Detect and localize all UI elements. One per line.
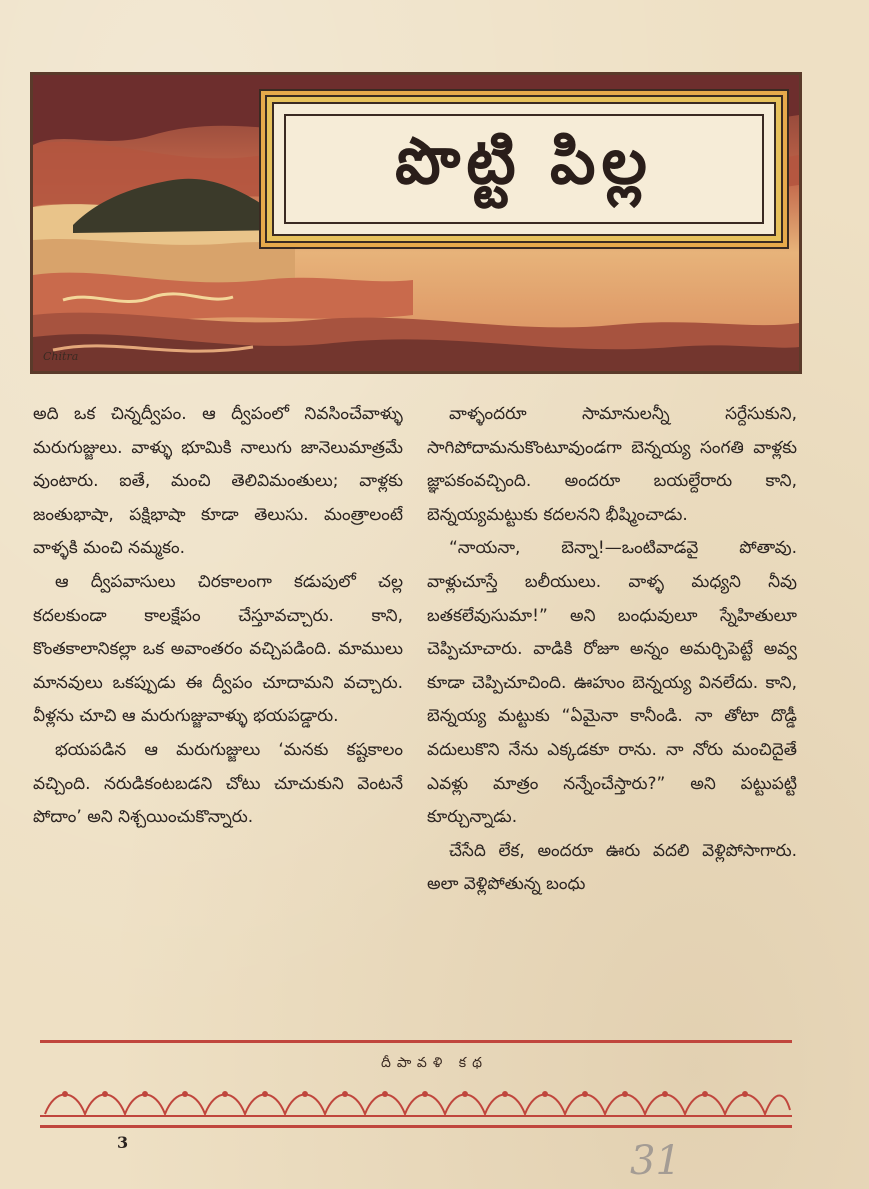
left-column [33, 398, 403, 835]
pencil-annotation: 31 [630, 1138, 681, 1184]
right-column [427, 398, 797, 902]
paragraph: అది ఒక చిన్నద్వీపం. ఆ ద్వీపంలో నివసించేవాళ్ళు మరుగుజ్జులు. వాళ్ళు భూమికి నాలుగు జానెలుమాత్రమే వుంటారు. ఐతే, మంచి తెలివిమంతులు; వాళ్లకు జంతుభాషా, పక్షిభాషా కూడా తెలుసు. మంత్రాలంటే వాళ్ళకి మంచి నమ్మకం. [33, 404, 403, 559]
paragraph: చేసేది లేక, అందరూ ఊరు వదలి వెళ్లిపోసాగారు. అలా వెళ్లిపోతున్న బంధు [427, 840, 797, 895]
paragraph: “నాయనా, బెన్నా!—ఒంటివాడవై పోతావు. వాళ్లుచూస్తే బలీయులు. వాళ్ళ మధ్యని నీవు బతకలేవుసుమా!” అని బంధువులూ స్నేహితులూ చెప్పిచూచారు. వాడికి రోజూ అన్నం అమర్చిపెట్టే అవ్వ కూడా చెప్పిచూచింది. ఊహుం బెన్నయ్య వినలేదు. కాని, బెన్నయ్య మట్టుకు “ఏమైనా కానీండి. నా తోటా దొడ్డీ వదులుకొని నేను ఎక్కడకూ రాను. నా నోరు మంచిదైతే ఎవళ్లు మాత్రం నన్నేంచేస్తారు?” అని పట్టుపట్టి కూర్చున్నాడు. [427, 538, 797, 828]
paragraph: ఆ ద్వీపవాసులు చిరకాలంగా కడుపులో చల్ల కదలకుండా కాలక్షేపం చేస్తూవచ్చారు. కాని, కొంతకాలానికల్లా ఒక అవాంతరం వచ్చిపడింది. మాములు మానవులు ఒకప్పుడు ఈ ద్వీపం చూదామని వచ్చారు. వీళ్లను చూచి ఆ మరుగుజ్జువాళ్ళు భయపడ్డారు. [33, 571, 403, 727]
story-title: పొట్టి పిల్ల [395, 124, 653, 199]
artist-signature: Chitra [43, 350, 79, 363]
footer-divider [40, 1040, 792, 1043]
title-frame [272, 102, 776, 236]
paragraph: భయపడిన ఆ మరుగుజ్జులు ‘మనకు కష్టకాలం వచ్చింది. నరుడికంటబడని చోటు చూచుకుని వెంటనే పోదాం’ అని నిశ్చయించుకొన్నారు. [33, 739, 403, 828]
magazine-title: దీపావళి కథ [381, 1055, 488, 1071]
page-number: 3 [117, 1133, 129, 1152]
footer-bottom-rule [40, 1125, 792, 1128]
paragraph: వాళ్ళందరూ సామానులన్నీ సర్దేసుకుని, సాగిపోదామనుకొంటూవుండగా బెన్నయ్య సంగతి వాళ్లకు జ్ఞాపకంవచ్చింది. అందరూ బయల్దేరారు కాని, బెన్నయ్యమట్టుకు కదలనని భీష్మించాడు. [427, 404, 797, 525]
decorative-border-ornament [40, 1080, 792, 1120]
